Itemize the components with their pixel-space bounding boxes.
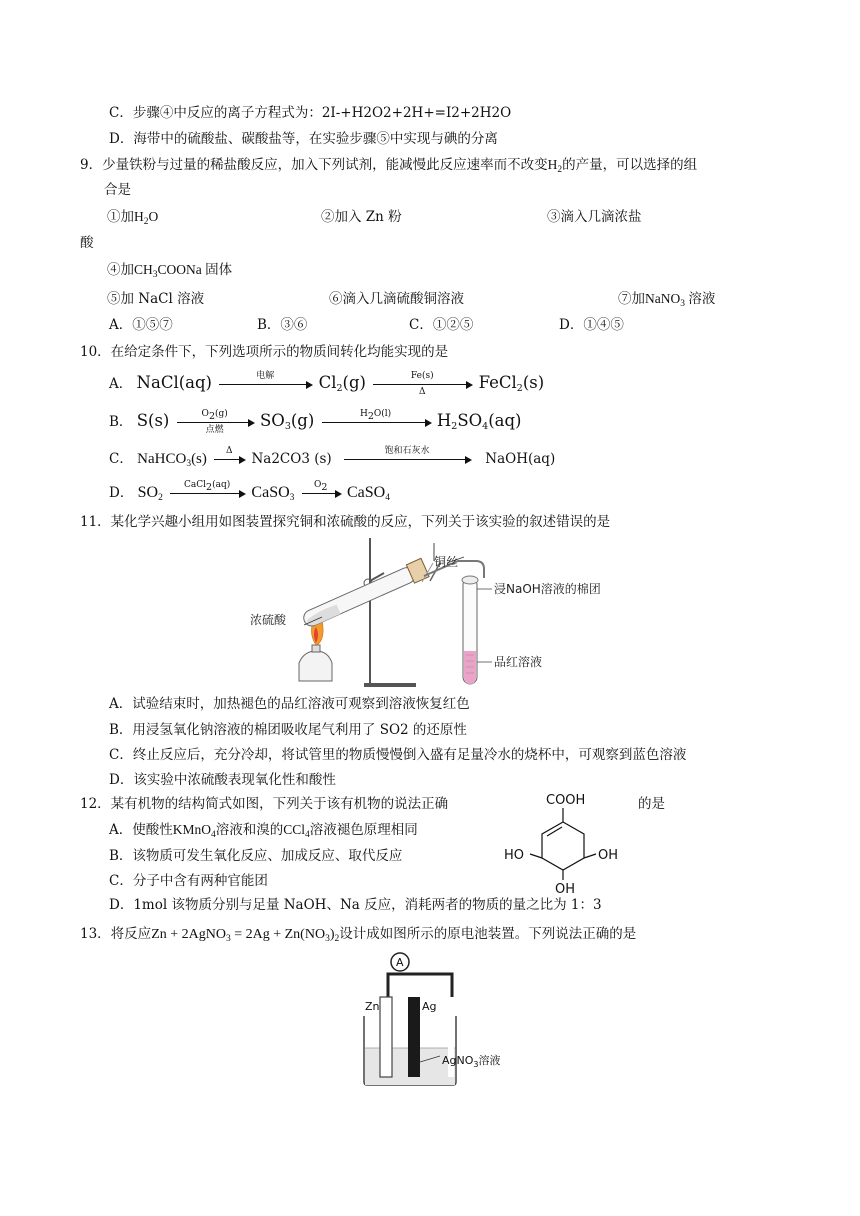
zinc-electrode (380, 997, 392, 1077)
q9-item-6: ⑥滴入几滴硫酸铜溶液 (329, 291, 464, 307)
q9-item-5: ⑤加 NaCl 溶液 (107, 291, 205, 307)
q8-option-c: C．步骤④中反应的离子方程式为：2I-+H2O2+2H+=I2+2H2O (109, 105, 512, 121)
label-ho-left: HO (504, 848, 525, 863)
q12-stem-end: 的是 (638, 796, 665, 812)
q9-item-7: ⑦加NaNO$_3$ 溶液 (618, 291, 716, 309)
arrow-o2-ignite: O2(g) 点燃 (177, 422, 253, 423)
q9-item-3-cont: 酸 (80, 235, 94, 251)
label-cooh: COOH (546, 793, 586, 808)
q12-option-d: D．1mol 该物质分别与足量 NaOH、Na 反应，消耗两者的物质的量之比为 1：3 (109, 897, 602, 913)
q9-item-3: ③滴入几滴浓盐 (547, 209, 642, 225)
arrow-o2: O2 (302, 493, 340, 494)
q11-option-a: A．试验结束时，加热褪色的品红溶液可观察到溶液恢复红色 (109, 696, 470, 712)
q9-option-a: A．①⑤⑦ (109, 317, 173, 333)
cyclohexene-ring (542, 822, 584, 870)
ammeter-label: A (396, 956, 404, 969)
external-wire (388, 974, 452, 997)
q10-option-c: C． NaHCO$_3$(s) Δ Na2CO3 (s) 饱和石灰水 NaOH(aq) (109, 446, 556, 469)
q11-option-c: C．终止反应后，充分冷却，将试管里的物质慢慢倒入盛有足量冷水的烧杯中，可观察到蓝色溶液 (109, 747, 687, 763)
q9-stem: 9．少量铁粉与过量的稀盐酸反应，加入下列试剂，能减慢此反应速率而不改变$H_2$的产量，可以选择的组 (80, 157, 698, 175)
q9-option-b: B．③⑥ (257, 317, 308, 333)
q9-stem-cont: 合是 (104, 182, 131, 198)
q12-option-a: A．使酸性KMnO$_4$溶液和溴的CCl$_4$溶液褪色原理相同 (109, 822, 418, 840)
arrow-cacl2: CaCl2(aq) (170, 493, 244, 494)
label-naoh-cotton: 浸NaOH溶液的棉团 (494, 582, 601, 596)
arrow-limewater: 饱和石灰水 (344, 459, 470, 460)
arrow-water: H2O(l) (322, 422, 430, 423)
label-conc-sulfuric: 浓硫酸 (250, 613, 287, 627)
q12-option-c: C．分子中含有两种官能团 (109, 873, 268, 889)
q13-stem: 13．将反应Zn + 2AgNO$_3$ = $2Ag + Zn(NO_3)_2$设计成如图所示的原电池装置。下列说法正确的是 (80, 926, 637, 944)
label-oh-right: OH (598, 848, 619, 863)
silver-electrode (408, 997, 420, 1077)
label-oh-bottom: OH (555, 882, 576, 897)
test-tube (300, 558, 429, 630)
q10-option-d: D． $SO_2$ CaCl2(aq) CaSO$_3$ O2 CaSO$_4$ (109, 480, 390, 503)
label-zn: Zn (365, 1000, 380, 1013)
stand-base (364, 683, 416, 687)
alcohol-lamp (299, 651, 332, 681)
q12-option-b: B．该物质可发生氧化反应、加成反应、取代反应 (109, 848, 403, 864)
q9-item-1: ①加$H_2O$ (107, 209, 159, 227)
q11-stem: 11．某化学兴趣小组用如图装置探究铜和浓硫酸的反应，下列关于该实验的叙述错误的是 (80, 514, 611, 530)
label-ag: Ag (422, 1000, 437, 1013)
arrow-fe-heat: $\frac{Fe(s)}{\Delta}$ (373, 384, 471, 385)
q9-option-c: C．①②⑤ (409, 317, 474, 333)
q11-option-b: B．用浸氢氧化钠溶液的棉团吸收尾气利用了 SO2 的还原性 (109, 722, 467, 738)
copper-acid-apparatus-figure (244, 533, 634, 693)
q10-option-b: B． S(s) O2(g) 点燃 $SO_3(g)$ H2O(l) $H_2SO_4(aq)$ (109, 409, 522, 435)
shikimic-acid-structure-figure (496, 788, 636, 898)
dye-solution (464, 651, 476, 684)
q9-item-4: ④加$CH_3COONa$ 固体 (107, 262, 233, 280)
arrow-electrolysis: 电解 (219, 384, 311, 385)
q12-stem: 12．某有机物的结构简式如图，下列关于该有机物的说法正确 (80, 796, 449, 812)
q8-option-d: D．海带中的硫酸盐、碳酸盐等，在实验步骤⑤中实现与碘的分离 (109, 131, 498, 147)
q10-stem: 10．在给定条件下，下列选项所示的物质间转化均能实现的是 (80, 344, 449, 360)
label-agno3-solution: AgNO$_3$溶液 (442, 1054, 501, 1069)
label-magenta-solution: 品红溶液 (494, 655, 543, 669)
q9-option-d: D．①④⑤ (559, 317, 624, 333)
q11-option-d: D．该实验中浓硫酸表现氧化性和酸性 (109, 772, 336, 788)
galvanic-cell-figure (350, 952, 520, 1087)
q9-item-2: ②加入 Zn 粉 (321, 209, 402, 225)
q10-option-a: A． NaCl(aq) 电解 $Cl_2(g)$ $\frac{Fe(s)}{\Delta}$ FeCl$_2$(s) (109, 371, 545, 397)
arrow-heat: Δ (214, 459, 244, 460)
label-copper-wire: 铜丝 (434, 555, 459, 569)
